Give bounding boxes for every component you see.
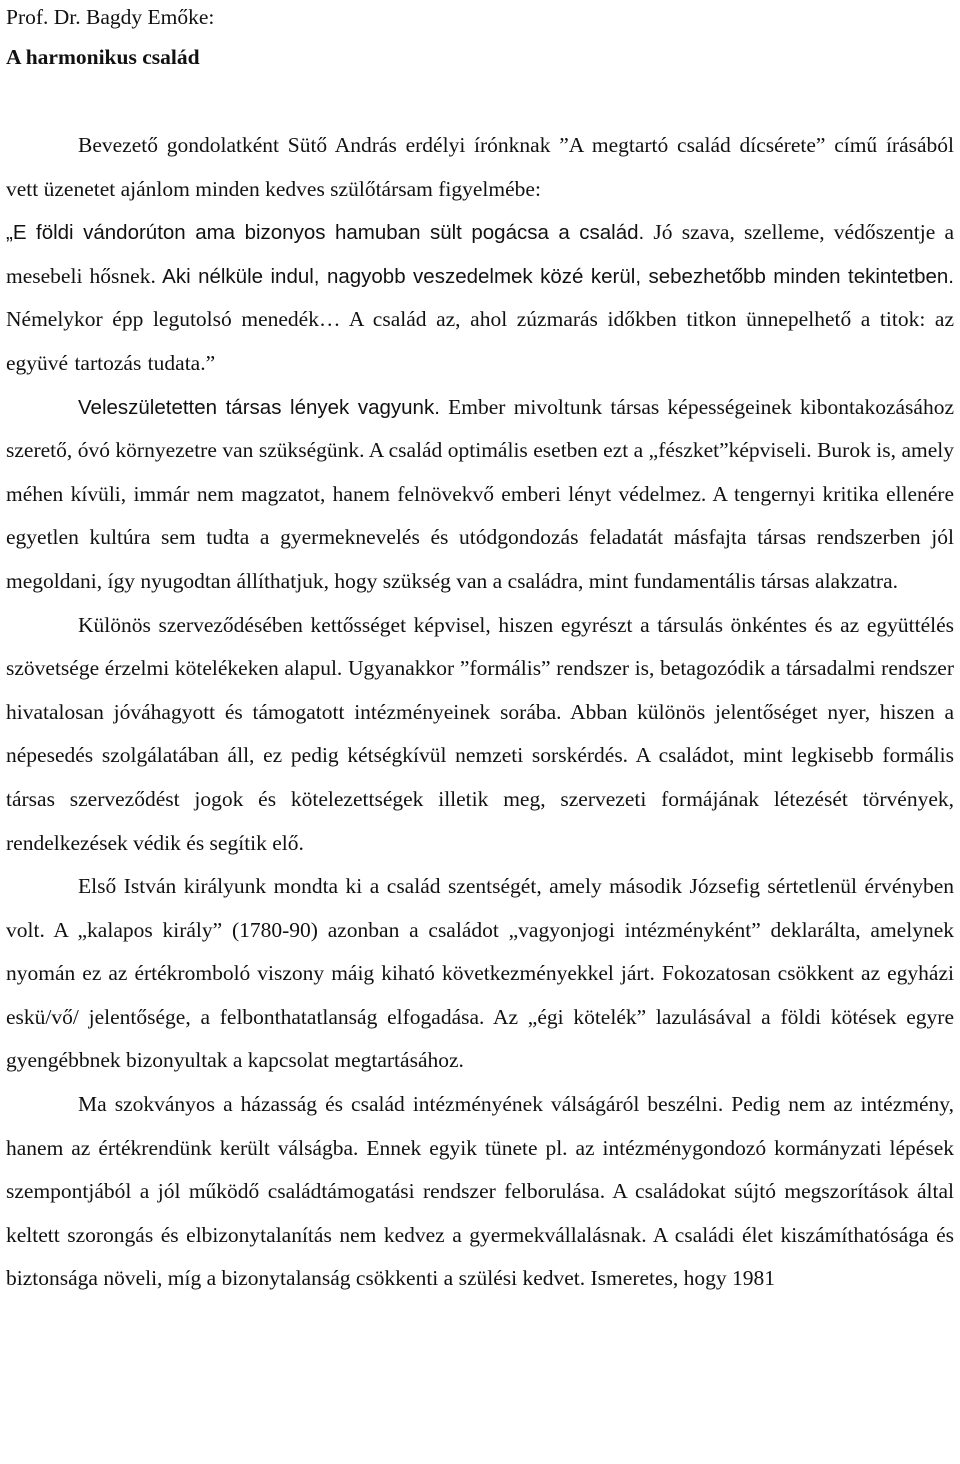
social-beings-text: Ember mivoltunk társas képességeinek kibontakozásához szerető, óvó környezetre van szükségünk. A család optimális esetben ezt a „fészket”képviseli. Burok is, amely méhen kívüli, immár nem magzatot, hanem felnövekvő emberi lényt védelmez. A tengernyi kritika ellenére egyetlen kultúra sem tudta a gyermeknevelés és utódgondozás feladatát másfajta társas rendszerben jól megoldani, így nyugodtan állíthatjuk, hogy szükség van a családra, mint fundamentális társas alakzatra. [6,394,954,593]
paragraph-crisis: Ma szokványos a házasság és család intézményének válságáról beszélni. Pedig nem az intézmény, hanem az értékrendünk került válságba. Ennek egyik tünete pl. az intézménygondozó kormányzati lépések szempontjából a jól működő családtámogatási rendszer felborulása. A családokat sújtó megszorítások által keltett szorongás és elbizonytalanítás nem kedvez a gyermekvállalásnak. A családi élet kiszámíthatósága és biztonsága növeli, míg a bizonytalanság csökkenti a szülési kedvet. Ismeretes, hogy 1981 [6,1092,954,1291]
paragraph-intro: Bevezető gondolatként Sütő András erdélyi írónknak ”A megtartó család dícsérete” című írásából vett üzenetet ajánlom minden kedves szülőtársam figyelmébe: [6,133,954,201]
paragraph-history: Első István királyunk mondta ki a család szentségét, amely második Józsefig sértetlenül érvényben volt. A „kalapos király” (1780-90) azonban a családot „vagyonjogi intézményként” deklarálta, amelynek nyomán ez az értékromboló viszony máig kiható következményekkel járt. Fokozatosan csökkent az egyházi eskü/vő/ jelentősége, a felbonthatatlanság elfogadása. Az „égi kötelék” lazulásával a földi kötések egyre gyengébbnek bizonyultak a kapcsolat megtartásához. [6,874,954,1073]
quote-sentence-3: Aki nélküle indul, nagyobb veszedelmek közé kerül, sebezhetőbb minden tekintetben. [155,264,954,288]
document-body [6,124,954,1301]
paragraph-quote [6,211,954,385]
paragraph-social-beings [6,386,954,604]
quote-close-mark: ” [205,350,216,375]
paragraph-duality: Különös szerveződésében kettősséget képvisel, hiszen egyrészt a társulás önkéntes és az együttélés szövetsége érzelmi kötelékeken alapul. Ugyanakkor ”formális” rendszer is, betagozódik a társadalmi rendszer hivatalosan jóváhagyott és támogatott intézményeinek sorába. Abban különös jelentőséget nyer, hiszen a népesedés szolgálatában áll, ez pedig kétségkívül nemzeti sorskérdés. A családot, mint legkisebb formális társas szerveződést jogok és kötelezettségek illetik meg, szervezeti formájának létezését törvények, rendelkezések védik és segítik elő. [6,612,954,855]
document-title: A harmonikus család [6,45,200,69]
quote-sentence-1: „E földi vándorúton ama bizonyos hamuban sült pogácsa a család. [6,221,645,245]
quote-sentence-2: Jó szava, szelleme, védőszentje a mesebeli hősnek. [6,220,954,288]
social-beings-sentence: Veleszületetten társas lények vagyunk. [78,395,440,419]
quote-sentence-4: Némelykor épp legutolsó menedék… A család az, ahol zúzmarás időkben titkon ünnepelhető a titok: az együvé tartozás tudata. [6,307,954,375]
author-line: Prof. Dr. Bagdy Emőke: [6,5,215,29]
